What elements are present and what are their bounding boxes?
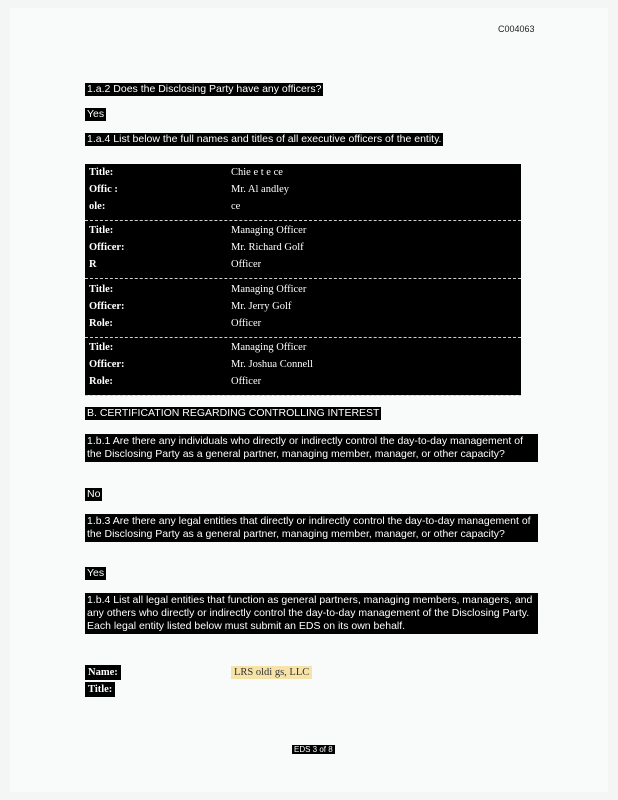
- answer-1b3: Yes: [87, 567, 105, 579]
- officer-label: Officer:: [89, 301, 125, 312]
- entity-title-label: Title:: [85, 682, 115, 697]
- officer-entry: [85, 281, 521, 338]
- question-1a2: 1.a.2 Does the Disclosing Party have any officers?: [87, 83, 322, 95]
- title-label: Title:: [89, 284, 114, 295]
- entity-name-label: Name:: [85, 665, 121, 680]
- title-value: Chie e t e ce: [231, 167, 283, 178]
- title-label: Title:: [89, 167, 114, 178]
- answer-1a2: Yes: [87, 108, 105, 120]
- document-id: C004063: [498, 24, 535, 34]
- answer-1b1: No: [87, 488, 101, 500]
- dashed-divider: [85, 395, 521, 396]
- question-1b3: 1.b.3 Are there any legal entities that directly or indirectly control the day-to-day management of the Disclosing Party as a general partner, managing member, manager, or other capacity?: [85, 514, 538, 542]
- officer-label: Officer:: [89, 242, 125, 253]
- page-number: EDS 3 of 8: [294, 745, 333, 754]
- officer-entry: [85, 222, 521, 279]
- dashed-divider: [85, 278, 521, 279]
- question-1b1: 1.b.1 Are there any individuals who directly or indirectly control the day-to-day management of the Disclosing Party as a general partner, managing member, manager, or other capacity?: [85, 434, 538, 462]
- entity-name-value: LRS oldi gs, LLC: [231, 666, 312, 679]
- officers-table: [85, 164, 521, 395]
- section-b-heading: B. CERTIFICATION REGARDING CONTROLLING INTEREST: [87, 407, 380, 419]
- officer-value: Mr. Al andley: [231, 184, 290, 195]
- title-label: Title:: [89, 225, 114, 236]
- officer-label: Officer:: [89, 359, 125, 370]
- officer-value: Mr. Joshua Connell: [231, 359, 313, 370]
- role-value: Officer: [231, 376, 262, 387]
- role-label: Role:: [89, 376, 113, 387]
- officer-entry: [85, 339, 521, 396]
- role-value: Officer: [231, 318, 262, 329]
- role-label: Role:: [89, 318, 113, 329]
- officer-value: Mr. Jerry Golf: [231, 301, 292, 312]
- question-1a4: 1.a.4 List below the full names and titles of all executive officers of the entity.: [87, 133, 442, 145]
- officer-value: Mr. Richard Golf: [231, 242, 304, 253]
- title-label: Title:: [89, 342, 114, 353]
- role-label: R: [89, 259, 97, 270]
- question-1b4: 1.b.4 List all legal entities that function as general partners, managing members, managers, and any others who directly or indirectly control the day-to-day management of the Disclosing Party. Each legal entity listed below must submit an EDS on its own behalf.: [85, 593, 538, 634]
- role-value: ce: [231, 201, 241, 212]
- title-value: Managing Officer: [231, 225, 307, 236]
- title-value: Managing Officer: [231, 284, 307, 295]
- role-label: ole:: [89, 201, 106, 212]
- dashed-divider: [85, 220, 521, 221]
- officer-entry: [85, 164, 521, 221]
- title-value: Managing Officer: [231, 342, 307, 353]
- dashed-divider: [85, 337, 521, 338]
- role-value: Officer: [231, 259, 262, 270]
- officer-label: Offic :: [89, 184, 118, 195]
